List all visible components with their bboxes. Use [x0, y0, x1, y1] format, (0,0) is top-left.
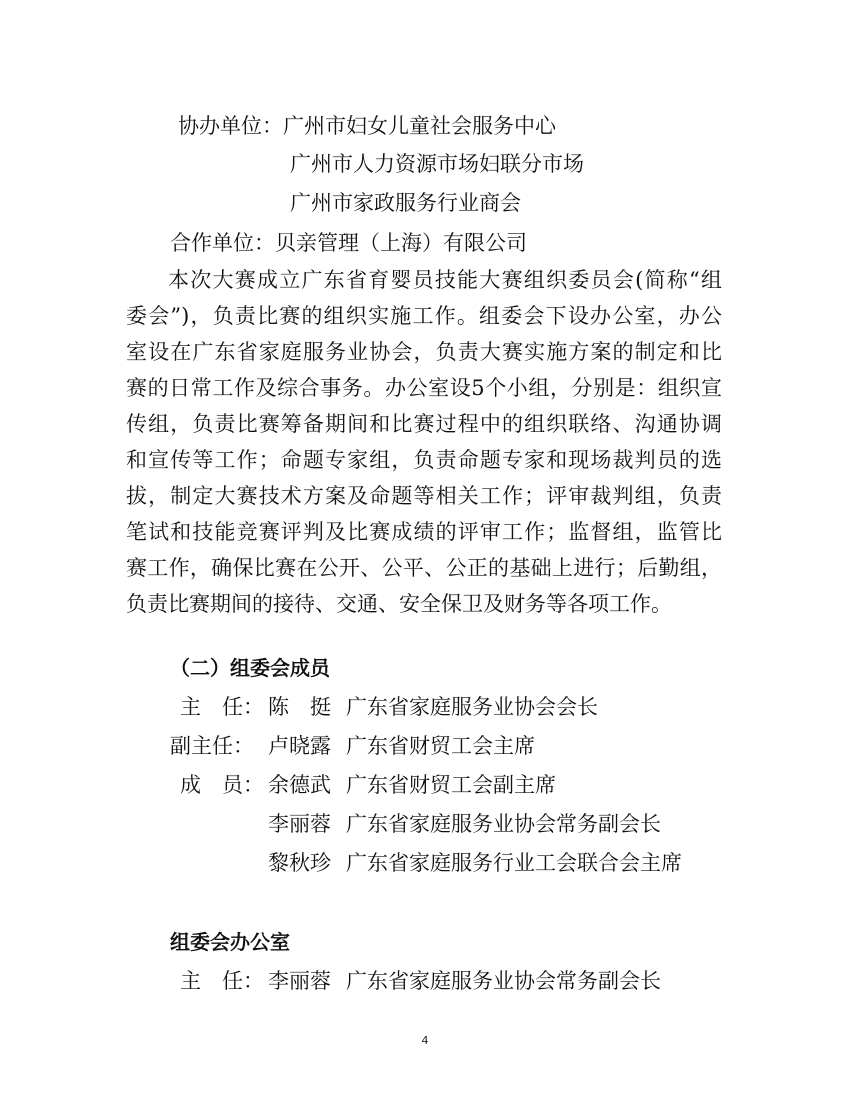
member-name: 黎秋珍: [268, 851, 331, 875]
director-label: 主 任：: [180, 695, 264, 719]
member-title: 广东省家庭服务行业工会联合会主席: [346, 851, 682, 875]
co-organizer-line-1: [178, 111, 556, 141]
office-director-line: [180, 966, 661, 996]
deputy-title: 广东省财贸工会主席: [346, 734, 535, 758]
paragraph-row: 室设在广东省家庭服务业协会，负责大赛实施方案的制定和比: [126, 340, 722, 364]
co-organizer-item: 广州市人力资源市场妇联分市场: [290, 152, 584, 176]
committee-member-line: [268, 848, 682, 878]
partner-line: [170, 228, 527, 258]
committee-description-paragraph: [126, 262, 722, 622]
co-organizer-line-2: [290, 149, 584, 179]
member-name: 余德武: [268, 773, 331, 797]
director-title: 广东省家庭服务业协会会长: [346, 695, 598, 719]
office-director-label: 主 任：: [180, 969, 264, 993]
committee-member-line: [180, 770, 556, 800]
co-organizer-line-3: [290, 188, 521, 218]
member-name: 李丽蓉: [268, 812, 331, 836]
committee-member-line: [268, 809, 661, 839]
co-organizer-item: 广州市妇女儿童社会服务中心: [283, 114, 556, 138]
committee-deputy-line: [170, 731, 535, 761]
paragraph-row: 赛的日常工作及综合事务。办公室设5个小组，分别是：组织宣: [126, 376, 722, 400]
paragraph-row: 传组，负责比赛筹备期间和比赛过程中的组织联络、沟通协调: [126, 412, 722, 436]
paragraph-row: 委会”)，负责比赛的组织实施工作。组委会下设办公室，办公: [126, 304, 722, 328]
member-title: 广东省家庭服务业协会常务副会长: [346, 812, 661, 836]
office-heading: 组委会办公室: [170, 930, 290, 954]
committee-director-line: [180, 692, 598, 722]
paragraph-row: 笔试和技能竞赛评判及比赛成绩的评审工作；监督组，监管比: [126, 520, 722, 544]
office-director-name: 李丽蓉: [268, 969, 331, 993]
deputy-name: 卢晓露: [268, 734, 331, 758]
paragraph-row: 负责比赛期间的接待、交通、安全保卫及财务等各项工作。: [126, 592, 672, 616]
deputy-label: 副主任：: [170, 734, 254, 758]
paragraph-row: 赛工作，确保比赛在公开、公平、公正的基础上进行；后勤组，: [126, 556, 722, 580]
committee-members-heading: （二）组委会成员: [170, 656, 330, 680]
partner-value: 贝亲管理（上海）有限公司: [275, 231, 527, 255]
co-organizer-item: 广州市家政服务行业商会: [290, 191, 521, 215]
office-director-title: 广东省家庭服务业协会常务副会长: [346, 969, 661, 993]
paragraph-row: 和宣传等工作；命题专家组，负责命题专家和现场裁判员的选: [126, 448, 722, 472]
page-number: 4: [421, 1034, 429, 1047]
co-organizer-label: 协办单位：: [178, 114, 283, 138]
members-label: 成 员：: [180, 773, 264, 797]
paragraph-row: 本次大赛成立广东省育婴员技能大赛组织委员会(简称“组: [168, 268, 722, 292]
director-name: 陈 挺: [268, 695, 331, 719]
member-title: 广东省财贸工会副主席: [346, 773, 556, 797]
partner-label: 合作单位：: [170, 231, 275, 255]
paragraph-row: 拔，制定大赛技术方案及命题等相关工作；评审裁判组，负责: [126, 484, 722, 508]
